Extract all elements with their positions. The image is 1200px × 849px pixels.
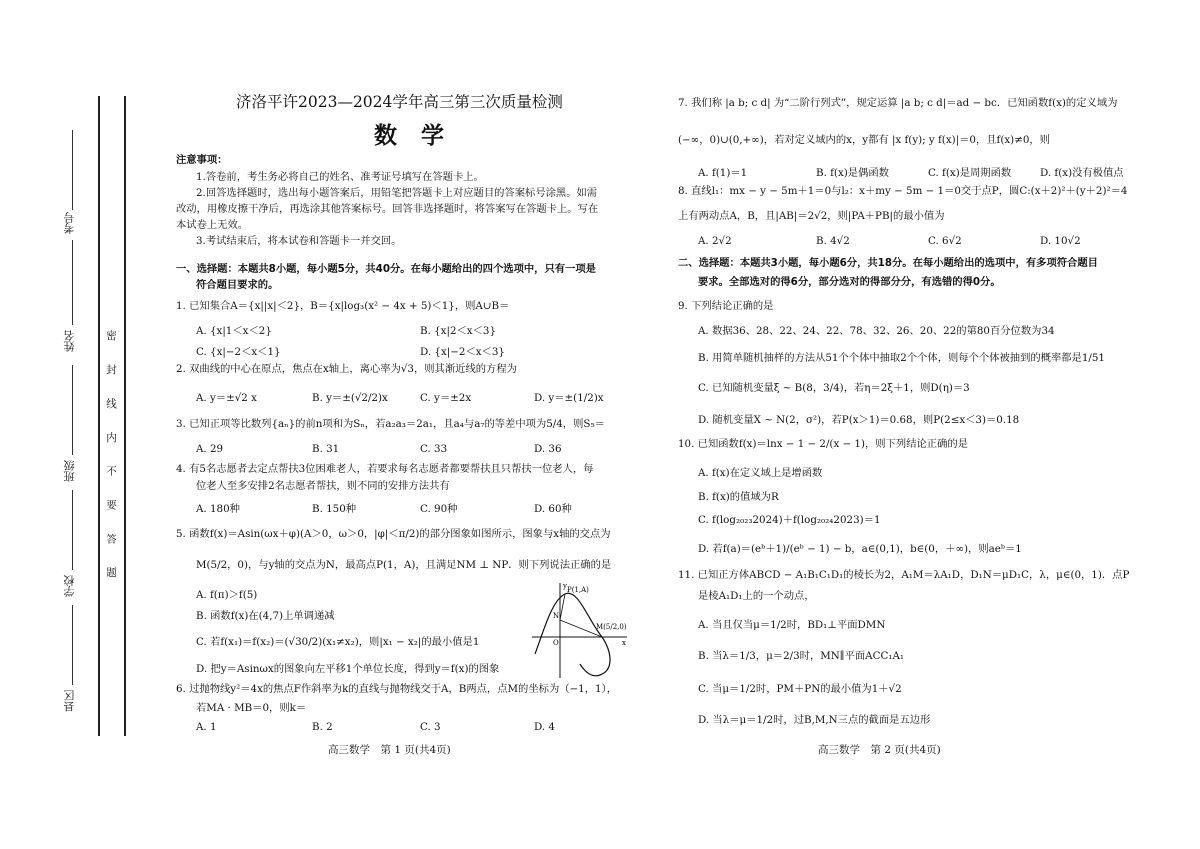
question-3-option-c: C. 33 — [420, 443, 448, 455]
question-9-option-b: B. 用简单随机抽样的方法从51个个体中抽取2个个体，则每个个体被抽到的概率都是1/51 — [698, 352, 1105, 364]
question-4-option-d: D. 60种 — [534, 503, 572, 515]
question-10-option-b: B. f(x)的值域为R — [698, 491, 779, 503]
graph-label-o: O — [553, 639, 559, 647]
field-exam-number-label: 考号 — [63, 212, 76, 234]
question-4-stem: 4. 有5名志愿者去定点帮扶3位困难老人，若要求每名志愿者都要帮扶且只帮扶一位老人，每 — [176, 463, 594, 475]
question-8-stem-cont: 上有两动点A，B，且|AB|＝2√2，则|PA＋PB|的最小值为 — [678, 210, 945, 222]
question-3-option-b: B. 31 — [312, 443, 340, 455]
field-school-label: 学校 — [63, 575, 76, 597]
graph-label-m: M(5/2,0) — [596, 623, 627, 631]
notice-line: 改动，用橡皮擦干净后，再选涂其他答案标号。回答非选择题时，将答案写在答题卡上。写在 — [176, 203, 599, 215]
question-8-option-d: D. 10√2 — [1040, 235, 1081, 247]
question-8-option-b: B. 4√2 — [816, 235, 850, 247]
question-6-option-d: D. 4 — [534, 721, 555, 733]
binding-line-outer — [98, 96, 100, 736]
question-10-stem: 10. 已知函数f(x)＝lnx − 1 − 2/(x − 1)，则下列结论正确的是 — [678, 438, 968, 450]
field-class-line — [72, 365, 73, 455]
question-1-option-a: A. {x|1＜x＜2} — [196, 325, 272, 337]
question-1-option-b: B. {x|2＜x＜3} — [420, 325, 496, 337]
question-5-stem: 5. 函数f(x)＝Asin(ωx＋φ)(A＞0，ω＞0，|φ|＜π/2)的部分图象如图所示，图象与x轴的交点为 — [176, 528, 611, 540]
notice-heading: 注意事项： — [176, 154, 228, 166]
question-4-option-c: C. 90种 — [420, 503, 458, 515]
binding-line-inner — [124, 96, 126, 736]
question-5-option-c: C. 若f(x₁)＝f(x₂)＝(√30/2)(x₁≠x₂)，则|x₁ − x₂|的最小值是1 — [196, 636, 480, 648]
question-2-stem: 2. 双曲线的中心在原点，焦点在x轴上，离心率为√3，则其渐近线的方程为 — [176, 363, 517, 375]
field-name-label: 姓名 — [63, 330, 76, 352]
notice-line: 1.答卷前，考生务必将自己的姓名、准考证号填写在答题卡上。 — [196, 171, 484, 183]
question-6-option-c: C. 3 — [420, 721, 441, 733]
field-county-line — [72, 605, 73, 685]
page-1-footer: 高三数学 第 1 页(共4页) — [328, 744, 451, 756]
graph-np-segment — [560, 594, 565, 620]
question-7-option-b: B. f(x)是偶函数 — [816, 167, 889, 179]
notice-line: 本试卷上无效。 — [176, 219, 249, 231]
question-1-stem: 1. 已知集合A＝{x||x|＜2}，B＝{x|log₃(x² − 4x + 5)＜1}，则A∪B＝ — [176, 300, 510, 312]
graph-label-p: P(1,A) — [567, 586, 589, 594]
question-10-option-a: A. f(x)在定义域上是增函数 — [698, 467, 823, 479]
field-class-label: 班级 — [63, 460, 76, 482]
field-county-label: 县区 — [63, 690, 76, 712]
seal-notice: 密 封 线 内 不 要 答 题 — [105, 330, 117, 588]
question-11-stem: 11. 已知正方体ABCD − A₁B₁C₁D₁的棱长为2，A₁M＝λA₁D，D₁N＝μD₁C，λ，μ∈(0，1)．点P — [678, 569, 1130, 581]
question-9-option-a: A. 数据36、28、22、24、22、78、32、26、20、22的第80百分位数为34 — [698, 325, 1055, 337]
graph-label-y: y — [563, 582, 567, 590]
question-11-option-c: C. 当μ＝1/2时，PM＋PN的最小值为1＋√2 — [698, 683, 902, 695]
question-3-option-d: D. 36 — [534, 443, 562, 455]
question-5-stem-cont: M(5/2，0)，与y轴的交点为N，最高点P(1，A)，且满足NM ⊥ NP．则下列说法正确的是 — [196, 559, 612, 571]
question-7-stem-cont: (−∞，0)∪(0,+∞)，若对定义域内的x，y都有 |x f(y); y f(x)|＝0，且f(x)≠0，则 — [678, 134, 1050, 146]
question-4-option-b: B. 150种 — [312, 503, 357, 515]
field-exam-number-line — [72, 130, 73, 210]
section2-heading: 二、选择题：本题共3小题，每小题6分，共18分。在每小题给出的选项中，有多项符合题目 — [678, 257, 1098, 269]
question-6-option-b: B. 2 — [312, 721, 333, 733]
question-11-option-a: A. 当且仅当μ＝1/2时，BD₁⊥平面DMN — [698, 619, 886, 631]
graph-label-x: x — [622, 639, 626, 647]
question-5-option-b: B. 函数f(x)在(4,7)上单调递减 — [196, 610, 335, 622]
question-4-stem-cont: 位老人至多安排2名志愿者帮扶，则不同的安排方法共有 — [196, 480, 450, 492]
question-7-option-a: A. f(1)＝1 — [698, 167, 748, 179]
question-6-option-a: A. 1 — [196, 721, 217, 733]
section1-heading-cont: 符合题目要求的。 — [196, 279, 279, 291]
question-11-option-b: B. 当λ＝1/3，μ＝2/3时，MN∥平面ACC₁A₁ — [698, 650, 905, 662]
question-2-option-d: D. y＝±(1/2)x — [534, 392, 604, 404]
question-8-stem: 8. 直线l₁：mx − y − 5m＋1＝0与l₂：x＋my − 5m − 1＝0交于点P，圆C:(x＋2)²＋(y＋2)²＝4 — [678, 185, 1128, 197]
notice-line: 3.考试结束后，将本试卷和答题卡一并交回。 — [196, 235, 402, 247]
question-4-option-a: A. 180种 — [196, 503, 240, 515]
notice-line: 2.回答选择题时，选出每小题答案后，用铅笔把答题卡上对应题目的答案标号涂黑。如需 — [196, 187, 598, 199]
question-10-option-d: D. 若f(a)＝(eᵇ＋1)/(eᵇ − 1) − b，a∈(0,1)，b∈(0，＋∞)，则aeᵇ＝1 — [698, 543, 1022, 555]
section2-heading-cont: 要求。全部选对的得6分，部分选对的得部分分，有选错的得0分。 — [698, 276, 1001, 288]
page-2-footer: 高三数学 第 2 页(共4页) — [818, 744, 941, 756]
question-5-option-a: A. f(π)＞f(5) — [196, 589, 258, 601]
question-8-option-c: C. 6√2 — [928, 235, 962, 247]
graph-sine-curve — [535, 593, 610, 676]
question-1-option-c: C. {x|−2＜x＜1} — [196, 346, 281, 358]
question-9-option-d: D. 随机变量X ~ N(2，σ²)，若P(x＞1)＝0.68，则P(2≤x＜3)＝0.18 — [698, 414, 1020, 426]
question-1-option-d: D. {x|−2＜x＜3} — [420, 346, 505, 358]
question-11-option-d: D. 当λ＝μ＝1/2时，过B,M,N三点的截面是五边形 — [698, 714, 931, 726]
question-5-option-d: D. 把y＝Asinωx的图象向左平移1个单位长度，得到y＝f(x)的图象 — [196, 663, 500, 675]
field-school-line — [72, 490, 73, 570]
question-8-option-a: A. 2√2 — [698, 235, 732, 247]
question-9-stem: 9. 下列结论正确的是 — [678, 300, 774, 312]
section1-heading: 一、选择题：本题共8小题，每小题5分，共40分。在每小题给出的四个选项中，只有一项是 — [176, 263, 596, 275]
question-2-option-a: A. y＝±√2 x — [196, 392, 257, 404]
question-6-stem: 6. 过抛物线y²＝4x的焦点F作斜率为k的直线与抛物线交于A，B两点，点M的坐标为（−1，1）， — [176, 683, 618, 695]
question-11-stem-cont: 是棱A₁D₁上的一个动点， — [698, 590, 815, 602]
page-title: 济洛平许2023—2024学年高三第三次质量检测 — [236, 93, 563, 111]
question-3-stem: 3. 已知正项等比数列{aₙ}的前n项和为Sₙ，若a₂a₃＝2a₁，且a₄与a₇的等差中项为5/4，则S₅＝ — [176, 418, 605, 430]
question-10-option-c: C. f(log₂₀₂₃2024)＋f(log₂₀₂₄2023)＝1 — [698, 514, 881, 526]
question-7-stem: 7. 我们称 |a b; c d| 为“二阶行列式”，规定运算 |a b; c d|＝ad − bc．已知函数f(x)的定义域为 — [678, 97, 1118, 109]
question-7-option-c: C. f(x)是周期函数 — [928, 167, 1012, 179]
subject-title: 数 学 — [374, 123, 453, 149]
question-5-graph — [530, 580, 630, 680]
question-3-option-a: A. 29 — [196, 443, 224, 455]
field-name-line — [72, 240, 73, 325]
graph-label-n: N — [553, 612, 560, 620]
question-9-option-c: C. 已知随机变量ξ ~ B(8，3/4)，若η＝2ξ＋1，则D(η)＝3 — [698, 382, 970, 394]
question-6-stem-cont: 若MA · MB＝0，则k＝ — [196, 702, 307, 714]
question-7-option-d: D. f(x)没有极值点 — [1040, 167, 1124, 179]
question-2-option-b: B. y＝±(√2/2)x — [312, 392, 388, 404]
question-2-option-c: C. y＝±2x — [420, 392, 472, 404]
